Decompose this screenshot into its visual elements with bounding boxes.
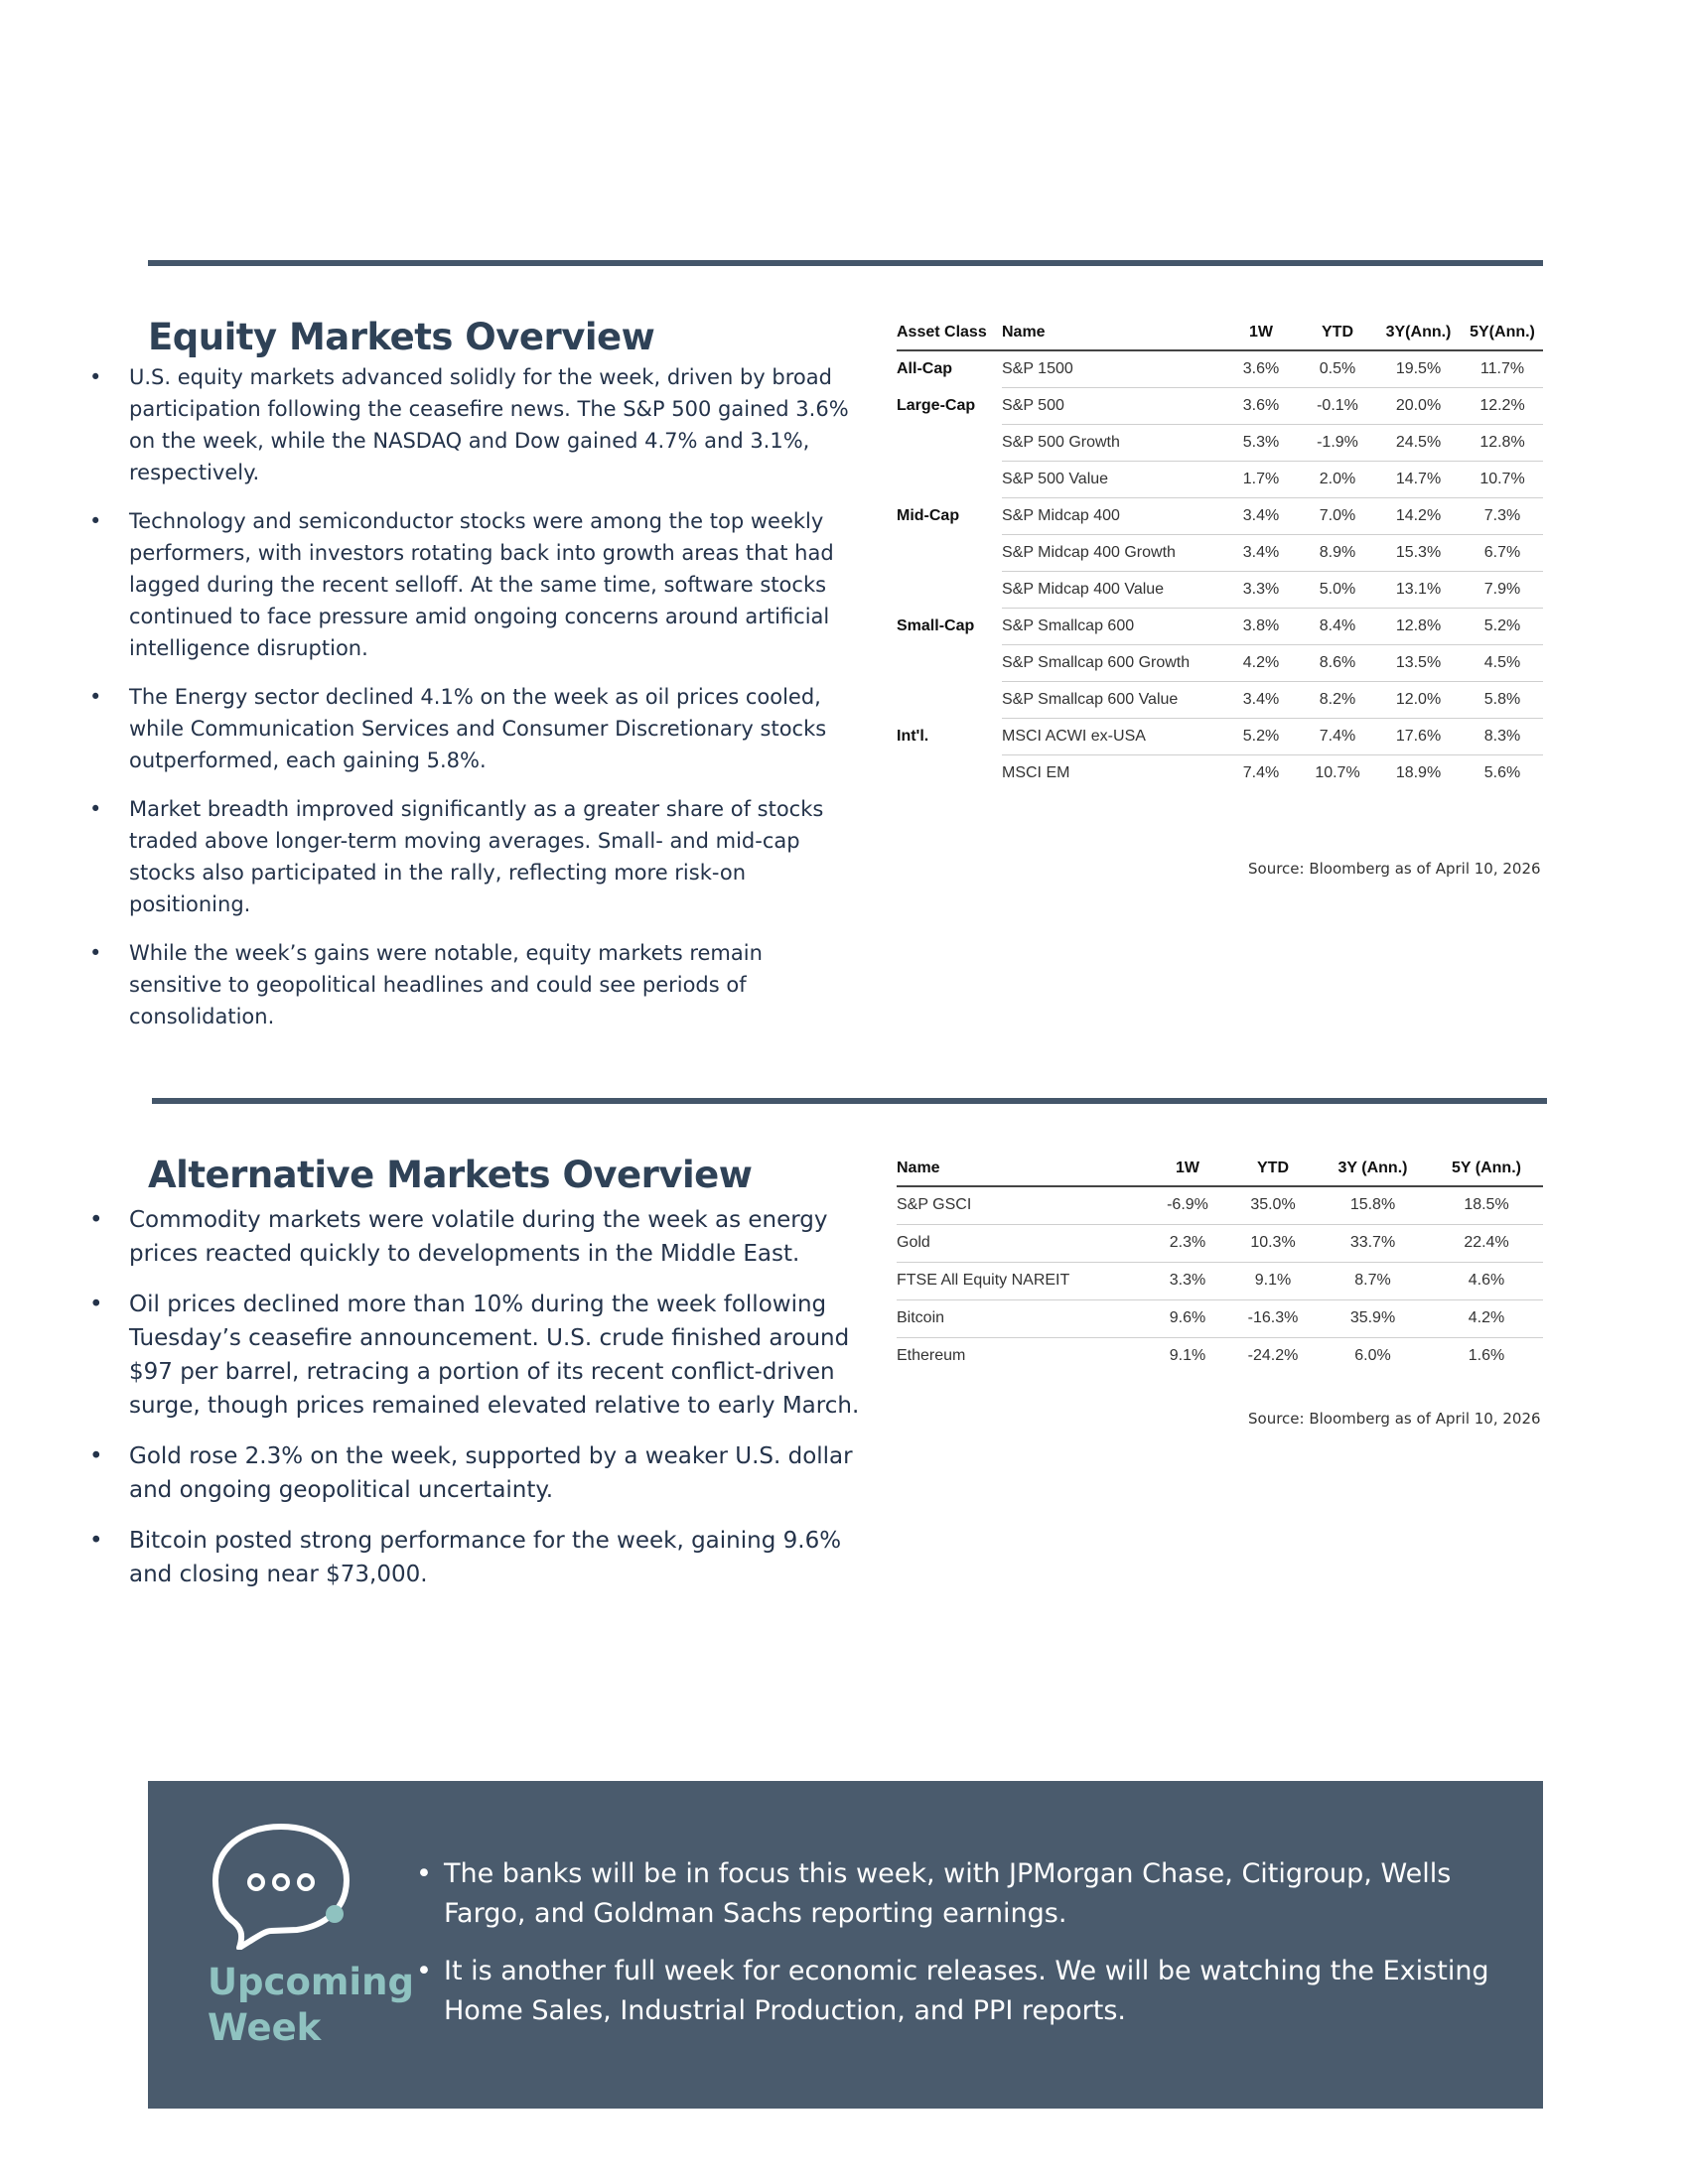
return-3y-cell: 19.5% <box>1375 350 1462 387</box>
return-3y-cell: 15.8% <box>1316 1186 1430 1224</box>
table-row <box>897 754 1543 791</box>
return-ytd-cell: 8.2% <box>1300 681 1375 718</box>
name-cell: MSCI EM <box>1002 763 1070 781</box>
return-3y-cell: 12.8% <box>1375 608 1462 644</box>
name-cell: S&P Midcap 400 Growth <box>1002 534 1222 571</box>
return-5y-cell: 4.5% <box>1462 644 1543 681</box>
return-5y-cell: 11.7% <box>1462 350 1543 387</box>
alternative-bullet-3: • Gold rose 2.3% on the week, supported by a weaker U.S. dollar and ongoing geopolitical uncertainty. <box>89 1439 864 1507</box>
upcoming-week-panel <box>148 1781 1543 2109</box>
name-cell: S&P Smallcap 600 Growth <box>1002 644 1222 681</box>
upcoming-week-title: Upcoming Week <box>208 1961 414 2049</box>
return-3y-cell: 15.3% <box>1375 534 1462 571</box>
col-name: Name <box>1002 324 1046 341</box>
equity-bullet-1: • U.S. equity markets advanced solidly for the week, driven by broad participation following the ceasefire news. The S&P 500 gained 3.6% on the week, while the NASDAQ and Dow gained 4.7% and 3.1%, respectively. <box>89 361 854 488</box>
return-3y-cell: 14.2% <box>1375 497 1462 534</box>
asset-class-cell <box>897 644 1002 681</box>
return-ytd-cell: 8.4% <box>1300 608 1375 644</box>
return-ytd-cell: 10.3% <box>1230 1224 1316 1262</box>
return-1w-cell: 9.1% <box>1169 1347 1206 1365</box>
middle-divider <box>152 1098 1547 1104</box>
return-1w-cell: 7.4% <box>1242 763 1280 781</box>
return-ytd-cell: -0.1% <box>1300 387 1375 424</box>
asset-class-cell <box>897 534 1002 571</box>
col-5y: 5Y(Ann.) <box>1470 324 1535 341</box>
table-row <box>897 534 1543 571</box>
asset-class-cell <box>897 754 1002 791</box>
return-5y-cell: 8.3% <box>1462 718 1543 754</box>
asset-class-cell <box>897 424 1002 461</box>
asset-class-cell: Mid-Cap <box>897 506 960 524</box>
equity-table-header <box>897 316 1543 350</box>
name-cell: Gold <box>897 1224 1145 1262</box>
table-row <box>897 681 1543 718</box>
return-5y-cell: 4.2% <box>1430 1299 1543 1337</box>
return-1w-cell: 3.6% <box>1222 350 1300 387</box>
col-1w: 1W <box>1176 1160 1199 1176</box>
name-cell: S&P 500 Value <box>1002 461 1222 497</box>
table-row <box>897 1224 1543 1262</box>
table-row <box>897 461 1543 497</box>
asset-class-cell <box>897 461 1002 497</box>
asset-class-cell <box>897 571 1002 608</box>
return-3y-cell: 20.0% <box>1375 387 1462 424</box>
return-ytd-cell: -16.3% <box>1230 1299 1316 1337</box>
alternative-bullet-2: • Oil prices declined more than 10% during the week following Tuesday’s ceasefire announcement. U.S. crude finished around $97 per barrel, retracing a portion of its recent conflict-driven surge, though prices remained elevated relative to early March. <box>89 1288 864 1423</box>
return-3y-cell: 24.5% <box>1375 424 1462 461</box>
name-cell: S&P 500 Growth <box>1002 424 1222 461</box>
return-3y-cell: 35.9% <box>1316 1299 1430 1337</box>
return-3y-cell: 13.1% <box>1375 571 1462 608</box>
name-cell: MSCI ACWI ex-USA <box>1002 718 1222 754</box>
col-ytd: YTD <box>1322 324 1353 341</box>
return-ytd-cell: 7.4% <box>1300 718 1375 754</box>
return-1w-cell: 5.3% <box>1222 424 1300 461</box>
return-5y-cell: 10.7% <box>1462 461 1543 497</box>
return-3y-cell: 33.7% <box>1316 1224 1430 1262</box>
return-ytd-cell: -1.9% <box>1300 424 1375 461</box>
asset-class-cell: Small-Cap <box>897 616 975 634</box>
return-ytd-cell: 9.1% <box>1230 1262 1316 1299</box>
return-ytd-cell: -24.2% <box>1247 1347 1299 1365</box>
return-ytd-cell: 0.5% <box>1300 350 1375 387</box>
table-row <box>897 1186 1543 1224</box>
name-cell: S&P GSCI <box>897 1186 1145 1224</box>
upcoming-bullet-2: • It is another full week for economic releases. We will be watching the Existing Home Sales, Industrial Production, and PPI reports. <box>416 1952 1518 2031</box>
col-3y: 3Y (Ann.) <box>1337 1160 1408 1176</box>
alternative-bullet-4: • Bitcoin posted strong performance for the week, gaining 9.6% and closing near $73,000. <box>89 1524 864 1591</box>
table-row <box>897 571 1543 608</box>
return-5y-cell: 4.6% <box>1430 1262 1543 1299</box>
asset-class-cell: Int'l. <box>897 727 929 745</box>
col-5y: 5Y (Ann.) <box>1452 1160 1521 1176</box>
return-1w-cell: 1.7% <box>1222 461 1300 497</box>
col-3y: 3Y(Ann.) <box>1385 324 1452 341</box>
return-3y-cell: 13.5% <box>1375 644 1462 681</box>
table-row <box>897 424 1543 461</box>
return-5y-cell: 1.6% <box>1468 1347 1505 1365</box>
equity-bullet-5: • While the week’s gains were notable, equity markets remain sensitive to geopolitical headlines and could see periods of consolidation. <box>89 937 854 1032</box>
equity-bullet-4: • Market breadth improved significantly as a greater share of stocks traded above longer-term moving averages. Small- and mid-cap stocks also participated in the rally, reflecting more risk-on positioning. <box>89 793 854 920</box>
return-1w-cell: 3.6% <box>1222 387 1300 424</box>
alternative-returns-table <box>897 1152 1543 1375</box>
return-5y-cell: 5.6% <box>1483 763 1521 781</box>
name-cell: S&P 500 <box>1002 387 1222 424</box>
return-1w-cell: 2.3% <box>1145 1224 1230 1262</box>
equity-section-title: Equity Markets Overview <box>148 316 655 358</box>
alternative-section-title: Alternative Markets Overview <box>148 1154 753 1196</box>
return-3y-cell: 12.0% <box>1375 681 1462 718</box>
asset-class-cell: Large-Cap <box>897 396 976 414</box>
return-3y-cell: 17.6% <box>1375 718 1462 754</box>
return-1w-cell: 9.6% <box>1145 1299 1230 1337</box>
return-1w-cell: 5.2% <box>1222 718 1300 754</box>
name-cell: Ethereum <box>897 1347 966 1365</box>
return-ytd-cell: 35.0% <box>1230 1186 1316 1224</box>
return-3y-cell: 8.7% <box>1316 1262 1430 1299</box>
table-row <box>897 1337 1543 1375</box>
return-5y-cell: 5.8% <box>1462 681 1543 718</box>
equity-bullet-list <box>89 361 854 1049</box>
return-5y-cell: 5.2% <box>1462 608 1543 644</box>
table-row <box>897 1299 1543 1337</box>
return-5y-cell: 12.8% <box>1462 424 1543 461</box>
return-1w-cell: 3.3% <box>1222 571 1300 608</box>
equity-bullet-2: • Technology and semiconductor stocks were among the top weekly performers, with investors rotating back into growth areas that had lagged during the recent selloff. At the same time, software stocks continued to face pressure amid ongoing concerns around artificial intelligence disruption. <box>89 505 854 664</box>
return-5y-cell: 22.4% <box>1430 1224 1543 1262</box>
return-3y-cell: 14.7% <box>1375 461 1462 497</box>
col-asset-class: Asset Class <box>897 324 987 341</box>
name-cell: S&P Midcap 400 <box>1002 497 1222 534</box>
name-cell: FTSE All Equity NAREIT <box>897 1262 1145 1299</box>
col-name: Name <box>897 1160 940 1176</box>
upcoming-bullet-1: • The banks will be in focus this week, with JPMorgan Chase, Citigroup, Wells Fargo, and Goldman Sachs reporting earnings. <box>416 1854 1518 1934</box>
alternative-table-source: Source: Bloomberg as of April 10, 2026 <box>1248 1410 1541 1428</box>
upcoming-bullet-list <box>416 1854 1518 2049</box>
return-1w-cell: 4.2% <box>1222 644 1300 681</box>
col-1w: 1W <box>1249 324 1273 341</box>
equity-table-source: Source: Bloomberg as of April 10, 2026 <box>1248 860 1541 878</box>
alternative-bullet-list <box>89 1203 864 1608</box>
return-ytd-cell: 8.6% <box>1300 644 1375 681</box>
table-row <box>897 497 1543 534</box>
return-3y-cell: 18.9% <box>1395 763 1442 781</box>
col-ytd: YTD <box>1257 1160 1289 1176</box>
top-divider <box>148 260 1543 266</box>
table-row <box>897 608 1543 644</box>
return-1w-cell: 3.4% <box>1222 534 1300 571</box>
return-1w-cell: 3.4% <box>1222 681 1300 718</box>
return-1w-cell: 3.4% <box>1222 497 1300 534</box>
equity-bullet-3: • The Energy sector declined 4.1% on the week as oil prices cooled, while Communication Services and Consumer Discretionary stocks outperformed, each gaining 5.8%. <box>89 681 854 776</box>
table-row <box>897 718 1543 754</box>
alternative-table-header <box>897 1152 1543 1186</box>
return-1w-cell: 3.3% <box>1145 1262 1230 1299</box>
return-ytd-cell: 5.0% <box>1300 571 1375 608</box>
return-1w-cell: -6.9% <box>1145 1186 1230 1224</box>
table-row <box>897 644 1543 681</box>
name-cell: S&P Midcap 400 Value <box>1002 571 1222 608</box>
name-cell: S&P 1500 <box>1002 350 1222 387</box>
return-ytd-cell: 8.9% <box>1300 534 1375 571</box>
name-cell: Bitcoin <box>897 1299 1145 1337</box>
return-ytd-cell: 2.0% <box>1300 461 1375 497</box>
table-row <box>897 350 1543 387</box>
chat-bubble-icon <box>210 1821 353 1950</box>
return-5y-cell: 7.3% <box>1462 497 1543 534</box>
table-row <box>897 1262 1543 1299</box>
return-5y-cell: 6.7% <box>1462 534 1543 571</box>
alternative-bullet-1: • Commodity markets were volatile during the week as energy prices reacted quickly to developments in the Middle East. <box>89 1203 864 1271</box>
return-ytd-cell: 10.7% <box>1315 763 1360 781</box>
return-5y-cell: 7.9% <box>1462 571 1543 608</box>
asset-class-cell <box>897 681 1002 718</box>
return-1w-cell: 3.8% <box>1222 608 1300 644</box>
return-5y-cell: 18.5% <box>1430 1186 1543 1224</box>
name-cell: S&P Smallcap 600 Value <box>1002 681 1222 718</box>
return-5y-cell: 12.2% <box>1462 387 1543 424</box>
name-cell: S&P Smallcap 600 <box>1002 608 1222 644</box>
equity-returns-table <box>897 316 1543 791</box>
return-3y-cell: 6.0% <box>1354 1347 1391 1365</box>
return-ytd-cell: 7.0% <box>1300 497 1375 534</box>
asset-class-cell: All-Cap <box>897 360 952 377</box>
table-row <box>897 387 1543 424</box>
